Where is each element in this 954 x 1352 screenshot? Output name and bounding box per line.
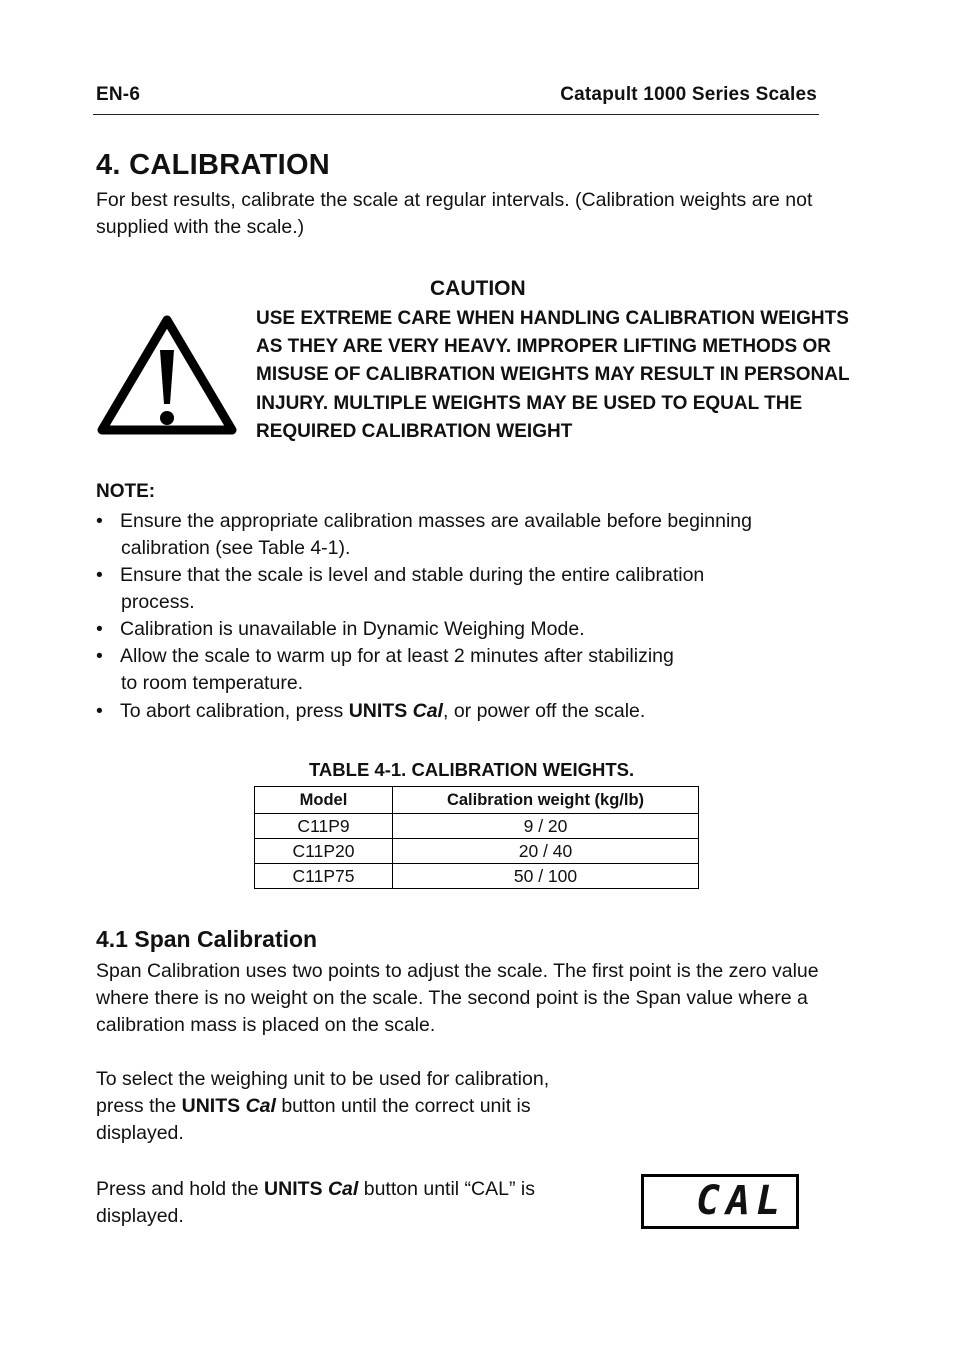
page-number: EN-6	[96, 84, 141, 105]
cal-key-label: Cal	[327, 1178, 359, 1200]
lcd-display	[641, 1174, 799, 1229]
paragraph-line: calibration mass is placed on the scale.	[96, 1014, 436, 1036]
list-item-continuation: to room temperature.	[121, 672, 304, 694]
section-intro	[96, 187, 812, 241]
units-key-label: UNITS	[348, 700, 408, 722]
caution-line: INJURY. MULTIPLE WEIGHTS MAY BE USED TO EQUAL THE	[256, 392, 803, 414]
caution-line: AS THEY ARE VERY HEAVY. IMPROPER LIFTING METHODS OR	[256, 336, 832, 358]
header-divider	[93, 114, 819, 115]
cal-key-label: Cal	[245, 1095, 276, 1117]
paragraph-line: displayed.	[96, 1122, 184, 1144]
bullet-icon: •	[96, 564, 103, 586]
bullet-icon: •	[96, 700, 103, 722]
cal-key-label: Cal	[412, 700, 443, 722]
table-caption: TABLE 4-1. CALIBRATION WEIGHTS.	[309, 759, 635, 780]
column-header-model: Model	[255, 787, 393, 814]
paragraph-line: To select the weighing unit to be used for calibration,	[96, 1068, 550, 1090]
calibration-weights-table	[254, 786, 699, 889]
model-cell: C11P9	[255, 814, 393, 839]
paragraph-line: where there is no weight on the scale. The second point is the Span value where a	[96, 987, 808, 1009]
bullet-icon: •	[96, 645, 103, 667]
model-cell: C11P75	[255, 864, 393, 889]
column-header-weight: Calibration weight (kg/lb)	[393, 787, 699, 814]
table-row	[255, 839, 699, 864]
table-row	[255, 864, 699, 889]
span-calibration-paragraph	[96, 958, 819, 1039]
list-item: • Ensure the appropriate calibration masses are available before beginning	[96, 508, 856, 535]
paragraph-line: Span Calibration uses two points to adjust the scale. The first point is the zero value	[96, 960, 819, 982]
list-item: • Allow the scale to warm up for at least 2 minutes after stabilizing	[96, 643, 856, 670]
press-hold-paragraph	[96, 1176, 535, 1230]
caution-heading: CAUTION	[430, 277, 526, 300]
section-title: 4. CALIBRATION	[96, 149, 331, 181]
caution-line: USE EXTREME CARE WHEN HANDLING CALIBRATION WEIGHTS	[256, 308, 849, 329]
select-unit-paragraph	[96, 1066, 549, 1147]
units-key-label: UNITS	[181, 1095, 241, 1117]
table-row	[255, 814, 699, 839]
list-item: • Calibration is unavailable in Dynamic Weighing Mode.	[96, 616, 856, 643]
caution-line: MISUSE OF CALIBRATION WEIGHTS MAY RESULT IN PERSONAL	[256, 364, 850, 386]
caution-text	[256, 305, 850, 446]
weight-cell: 20 / 40	[393, 839, 699, 864]
paragraph-line: Press and hold the UNITS Cal button until “CAL” is	[96, 1178, 535, 1200]
lcd-readout: CAL	[696, 1178, 787, 1224]
weight-cell: 50 / 100	[393, 864, 699, 889]
list-item: • To abort calibration, press UNITS Cal, or power off the scale.	[96, 698, 856, 725]
caution-line: REQUIRED CALIBRATION WEIGHT	[256, 420, 573, 442]
paragraph-line: displayed.	[96, 1205, 184, 1227]
subsection-title: 4.1 Span Calibration	[96, 926, 318, 952]
bullet-icon: •	[96, 510, 103, 532]
bullet-icon: •	[96, 618, 103, 640]
document-title: Catapult 1000 Series Scales	[560, 84, 817, 105]
list-item-continuation: process.	[121, 591, 195, 613]
model-cell: C11P20	[255, 839, 393, 864]
list-item-continuation: calibration (see Table 4-1).	[121, 537, 351, 559]
weight-cell: 9 / 20	[393, 814, 699, 839]
intro-line: For best results, calibrate the scale at regular intervals. (Calibration weights are not	[96, 189, 813, 211]
note-label: NOTE:	[96, 481, 156, 502]
paragraph-line: press the UNITS Cal button until the correct unit is	[96, 1095, 531, 1117]
intro-line: supplied with the scale.)	[96, 216, 305, 238]
warning-triangle-icon	[96, 312, 238, 443]
table-header-row	[255, 787, 699, 814]
units-key-label: UNITS	[264, 1178, 323, 1200]
list-item: • Ensure that the scale is level and stable during the entire calibration	[96, 562, 856, 589]
